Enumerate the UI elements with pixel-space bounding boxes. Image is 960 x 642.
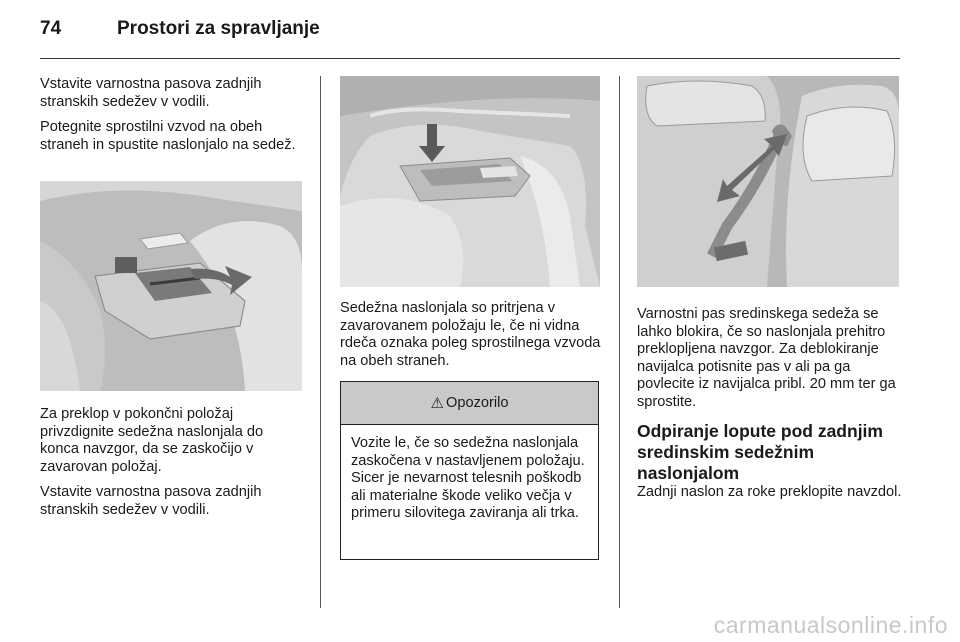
column-divider-1 <box>320 76 321 608</box>
warning-header <box>341 382 598 425</box>
header-rule <box>40 58 900 59</box>
figure-seatback-latch <box>340 76 600 287</box>
column-3 <box>637 306 905 510</box>
figure-center-belt <box>637 76 899 287</box>
column-2-text <box>340 300 602 378</box>
column-1-lower <box>40 406 302 527</box>
page-number: 74 <box>40 18 62 39</box>
figure-release-lever <box>40 181 302 391</box>
column-divider-2 <box>619 76 620 608</box>
warning-triangle-icon: ⚠ <box>430 395 444 412</box>
page-title: Prostori za spravljanje <box>117 18 320 39</box>
paragraph: Vstavite varnostna pasova zadnjih stranskih sedežev v vodili. <box>40 484 262 518</box>
warning-body: Vozite le, če so sedežna naslonjala zaskočena v nastavljenem položaju. Sicer je nevarnost telesnih poškodb ali materialne škode veliko večja v primeru silovitega zaviranja ali trka. <box>351 435 585 521</box>
paragraph: Vstavite varnostna pasova zadnjih stranskih sedežev v vodili. <box>40 76 262 110</box>
warning-title: Opozorilo <box>445 395 509 411</box>
paragraph: Zadnji naslon za roke preklopite navzdol. <box>637 484 902 500</box>
watermark: carmanualsonline.info <box>713 612 948 638</box>
column-1 <box>40 76 302 162</box>
warning-box <box>340 381 599 560</box>
paragraph: Sedežna naslonjala so pritrjena v zavarovanem položaju le, če ni vidna rdeča oznaka poleg sprostilnega vzvoda na obeh straneh. <box>340 300 601 369</box>
paragraph: Potegnite sprostilni vzvod na obeh straneh in spustite naslonjalo na sedež. <box>40 119 296 153</box>
page-header <box>0 0 960 60</box>
paragraph: Varnostni pas sredinskega sedeža se lahko blokira, če so naslonjala prehitro preklopljena navzgor. Za deblokiranje navijalca potisnite pas v ali pa ga povlecite iz navijalca pribl. 20 mm ter ga sprostite. <box>637 306 896 410</box>
paragraph: Za preklop v pokončni položaj privzdignite sedežna naslonjala do konca navzgor, da se zaskočijo v zavarovan položaj. <box>40 406 264 475</box>
section-heading: Odpiranje lopute pod zadnjim sredinskim sedežnim naslonjalom <box>637 421 883 483</box>
